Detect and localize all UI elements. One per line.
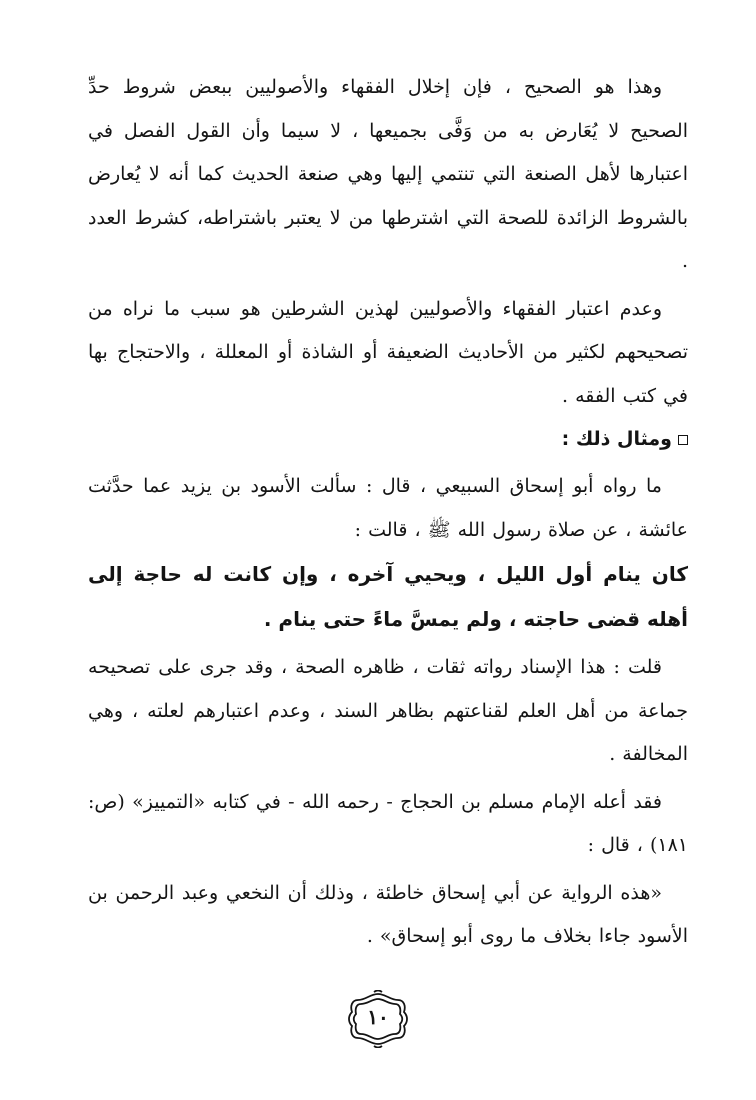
page-number: ١٠ — [367, 1005, 389, 1029]
paragraph-2: وعدم اعتبار الفقهاء والأصوليين لهذين الشرطين هو سبب ما نراه من تصحيحهم لكثير من الأحاديث الضعيفة أو الشاذة أو المعللة ، والاحتجاج بها في كتب الفقه . — [88, 297, 688, 407]
paragraph-1: وهذا هو الصحيح ، فإن إخلال الفقهاء والأصوليين ببعض شروط حدِّ الصحيح لا يُعَارض به من وَفَّى بجميعها ، لا سيما وأن القول الفصل في اعتبارها لأهل الصنعة التي تنتمي إليها وهي صنعة الحديث كما أنه لا يُعارض بالشروط الزائدة للصحة التي اشترطها من لا يعتبر باشتراطه، كشرط العدد . — [88, 76, 688, 272]
page-body — [88, 66, 688, 959]
example-heading-text: ومثال ذلك : — [561, 428, 672, 450]
example-heading — [88, 418, 688, 461]
paragraph-4: قلت : هذا الإسناد رواته ثقات ، ظاهره الصحة ، وقد جرى على تصحيحه جماعة من أهل العلم لقناعتهم بظاهر السند ، وعدم اعتبارهم لعلته ، وهي المخالفة . — [88, 656, 688, 765]
paragraph-3: ما رواه أبو إسحاق السبيعي ، قال : سألت الأسود بن يزيد عما حدَّثت عائشة ، عن صلاة رسول الله ﷺ ، قالت : — [88, 475, 688, 541]
page-number-ornament — [346, 990, 410, 1048]
hadith-quote: كان ينام أول الليل ، ويحيي آخره ، وإن كانت له حاجة إلى أهله قضى حاجته ، ولم يمسَّ ماءً حتى ينام . — [88, 562, 688, 631]
square-bullet-icon — [678, 435, 688, 445]
paragraph-5: فقد أعله الإمام مسلم بن الحجاج - رحمه الله - في كتابه «التمييز» (ص: ١٨١) ، قال : — [88, 790, 688, 856]
paragraph-6: «هذه الرواية عن أبي إسحاق خاطئة ، وذلك أن النخعي وعبد الرحمن بن الأسود جاءا بخلاف ما روى أبو إسحاق» . — [88, 881, 688, 947]
